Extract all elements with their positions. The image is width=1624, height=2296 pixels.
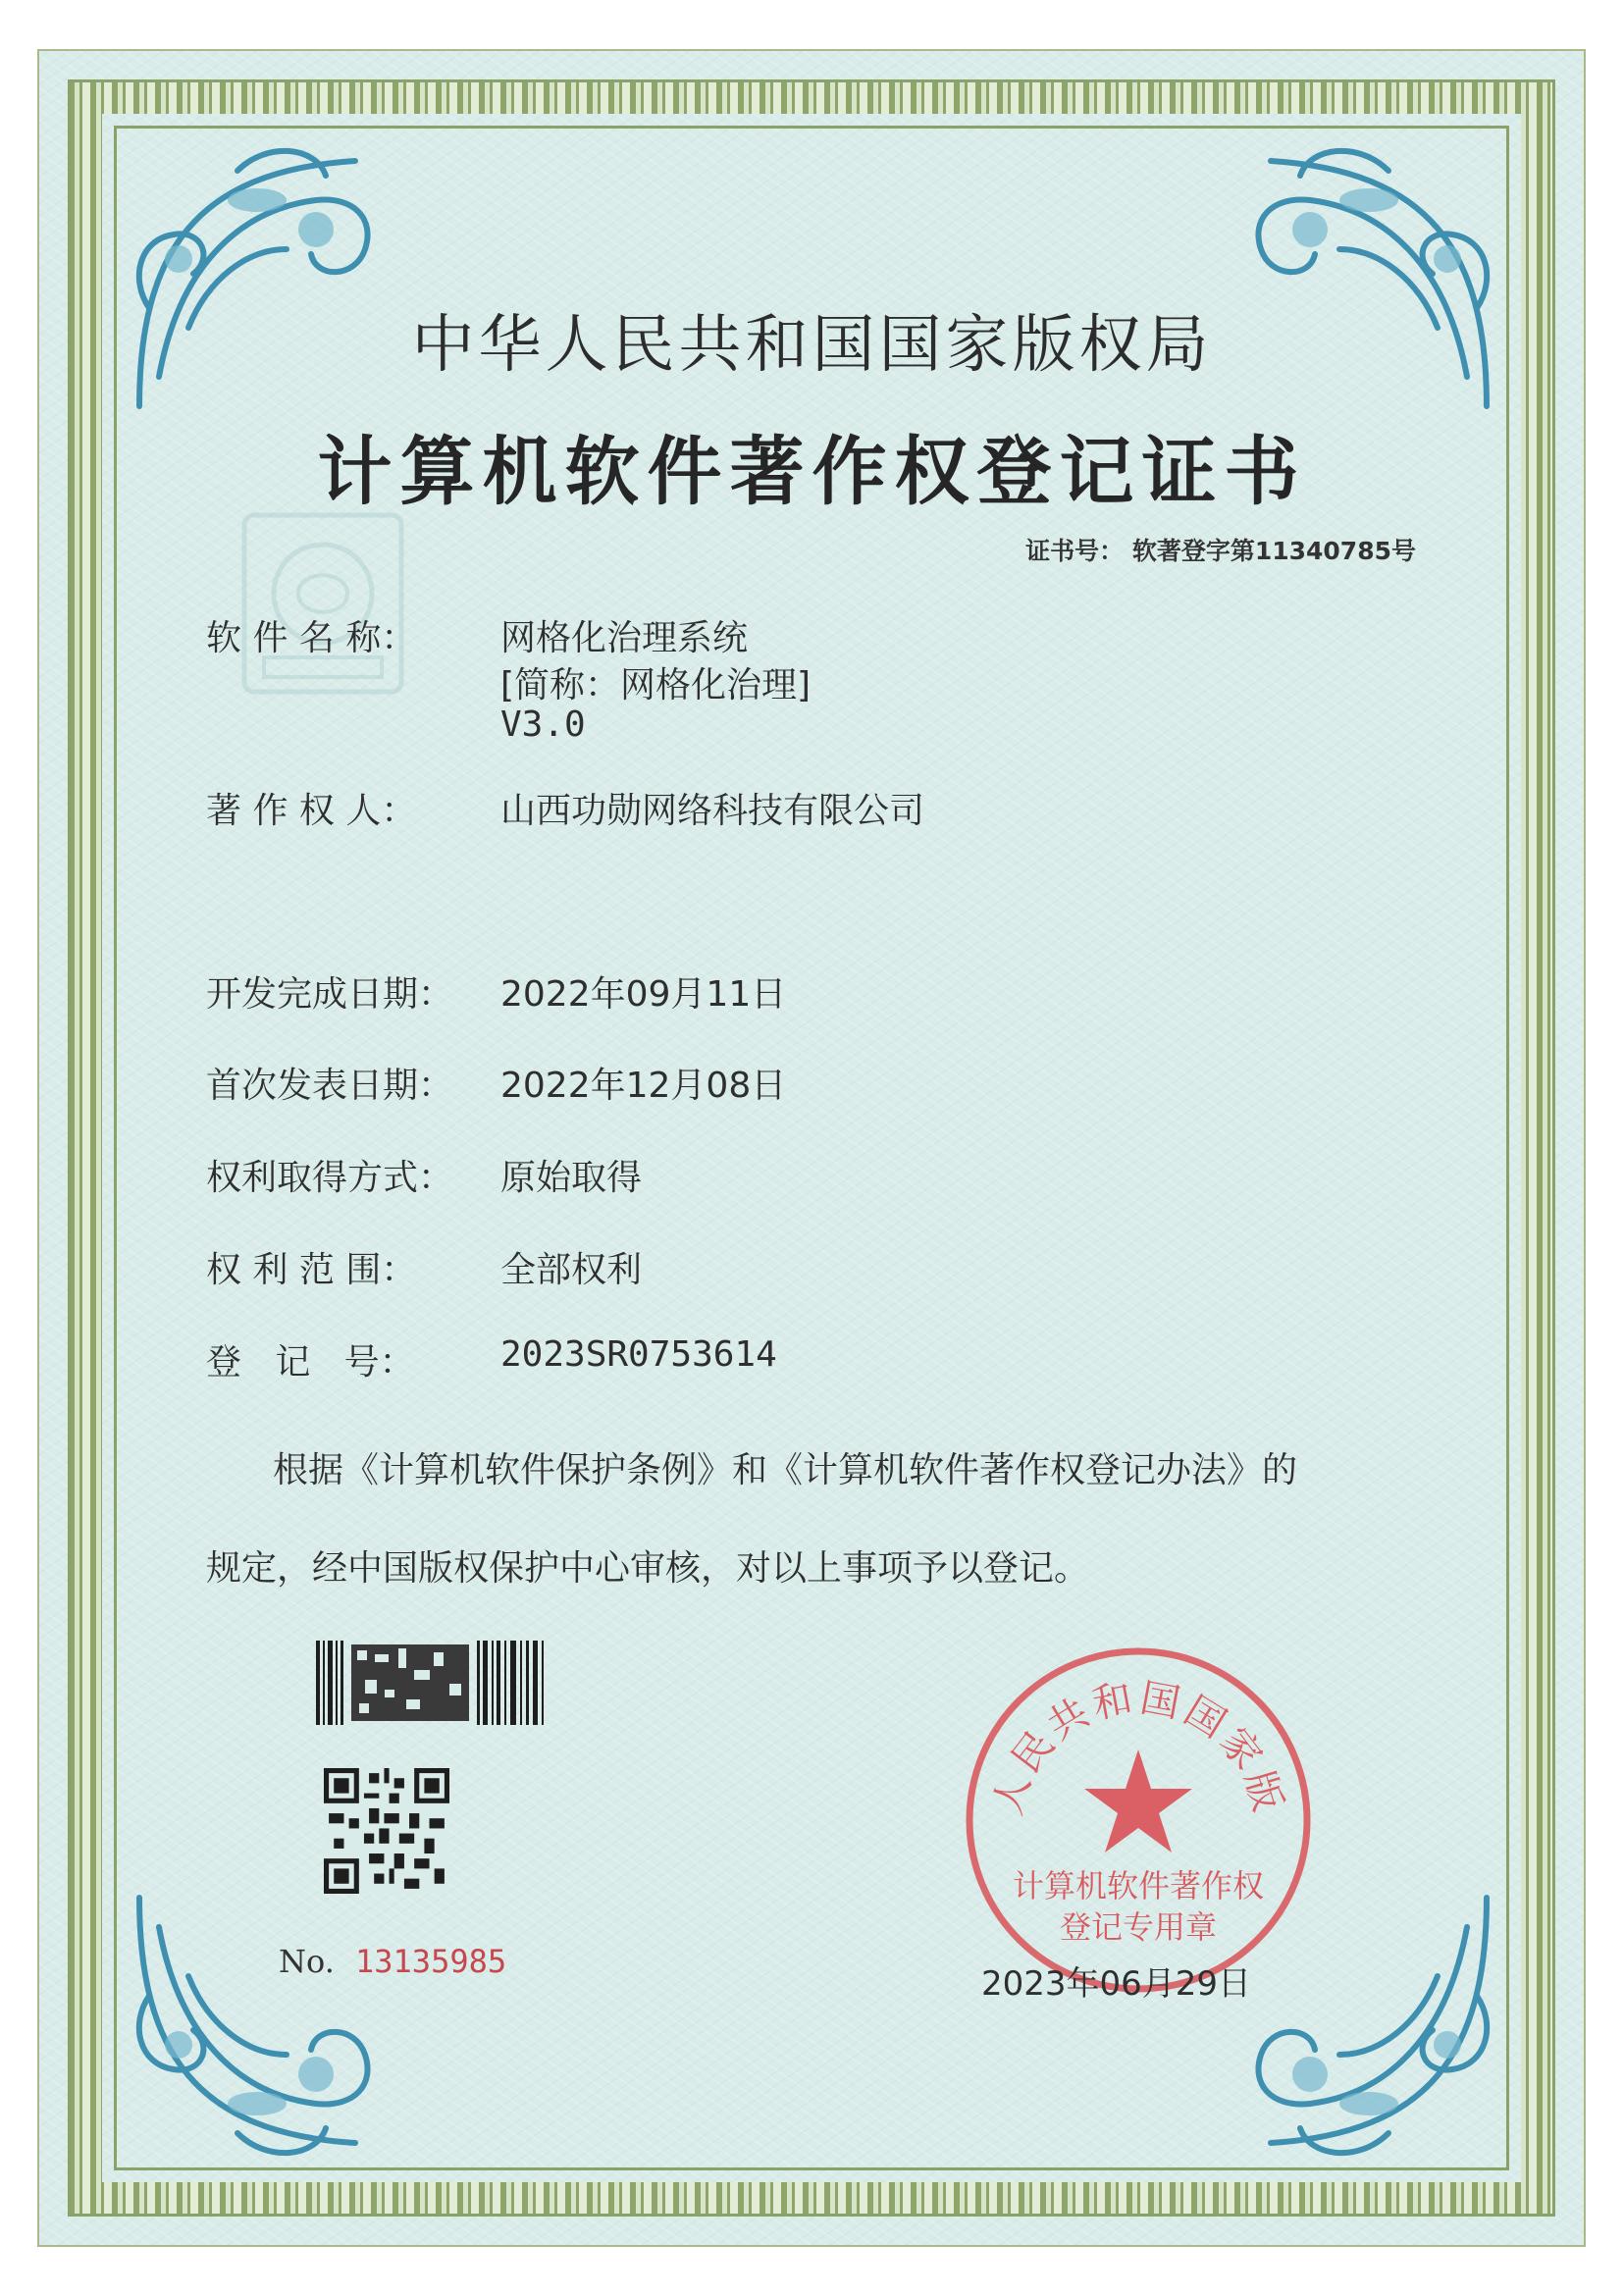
qr-code bbox=[324, 1768, 449, 1894]
software-short-name: [简称：网格化治理] bbox=[500, 665, 812, 705]
acquire-method-label: 权利取得方式： bbox=[206, 1158, 454, 1198]
certificate-title: 计算机软件著作权登记证书 bbox=[317, 428, 1307, 515]
software-name-label: 软 件 名 称： bbox=[206, 618, 417, 658]
issuing-authority: 中华人民共和国国家版权局 bbox=[411, 309, 1213, 382]
dev-date-value: 2022年09月11日 bbox=[500, 974, 787, 1015]
certificate-number bbox=[1025, 532, 1416, 567]
publish-date-label: 首次发表日期： bbox=[206, 1066, 454, 1106]
serial-number-value: 13135985 bbox=[355, 1943, 507, 1980]
corner-ornament-bottom-left bbox=[120, 1878, 414, 2172]
owner-label: 著 作 权 人： bbox=[206, 791, 417, 831]
official-seal bbox=[952, 1634, 1325, 2007]
rights-scope-label: 权 利 范 围： bbox=[206, 1250, 417, 1290]
statement-line-1: 根据《计算机软件保护条例》和《计算机软件著作权登记办法》的 bbox=[273, 1450, 1298, 1490]
barcode bbox=[316, 1641, 550, 1725]
software-name-value: 网格化治理系统 bbox=[500, 618, 749, 658]
seal-line-1: 计算机软件著作权 bbox=[1012, 1867, 1265, 1905]
software-version: V3.0 bbox=[500, 704, 586, 745]
registration-number-value: 2023SR0753614 bbox=[500, 1334, 777, 1375]
rights-scope-value: 全部权利 bbox=[500, 1250, 643, 1290]
registration-number-label: 登 记 号： bbox=[206, 1342, 415, 1383]
certificate-number-value: 软著登字第11340785号 bbox=[1131, 537, 1416, 565]
seal-ring-text: 人民共和国国家版 bbox=[985, 1675, 1291, 1820]
watermark-emblem bbox=[239, 510, 406, 697]
serial-number-label: No. bbox=[279, 1943, 335, 1980]
statement-line-2: 规定，经中国版权保护中心审核，对以上事项予以登记。 bbox=[206, 1548, 1090, 1589]
owner-value: 山西功勋网络科技有限公司 bbox=[500, 791, 925, 831]
seal-line-2: 登记专用章 bbox=[1059, 1908, 1218, 1946]
issue-date: 2023年06月29日 bbox=[981, 1964, 1252, 2004]
publish-date-value: 2022年12月08日 bbox=[500, 1066, 787, 1106]
dev-date-label: 开发完成日期： bbox=[206, 974, 454, 1015]
acquire-method-value: 原始取得 bbox=[500, 1158, 643, 1198]
certificate-number-label: 证书号： bbox=[1025, 537, 1125, 565]
